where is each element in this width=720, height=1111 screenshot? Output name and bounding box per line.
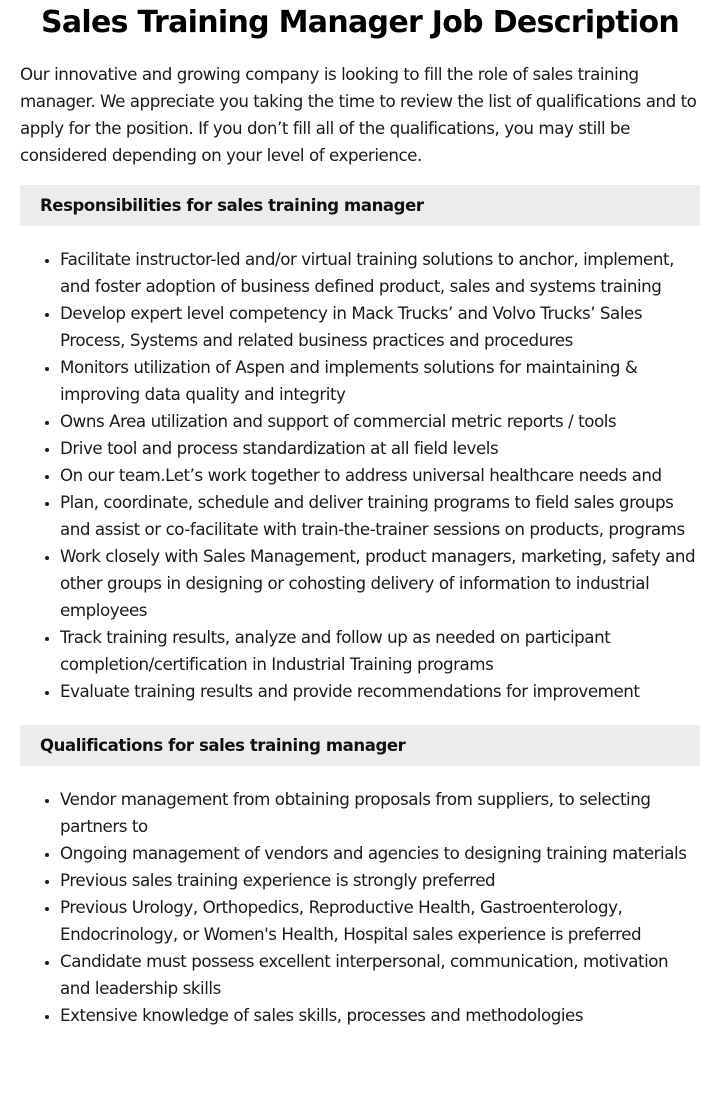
page-title: Sales Training Manager Job Description xyxy=(40,5,680,40)
list-item: • Candidate must possess excellent interpersonal, communication, motivation and leadership skills xyxy=(60,948,700,1002)
list-item: • Drive tool and process standardization at all field levels xyxy=(60,435,700,462)
qualifications-list xyxy=(20,786,700,1029)
list-item: • Evaluate training results and provide recommendations for improvement xyxy=(60,678,700,705)
list-item: • Extensive knowledge of sales skills, processes and methodologies xyxy=(60,1002,700,1029)
list-item: • Develop expert level competency in Mack Trucks’ and Volvo Trucks’ Sales Process, Systems and related business practices and procedures xyxy=(60,300,700,354)
list-item: • Monitors utilization of Aspen and implements solutions for maintaining & improving data quality and integrity xyxy=(60,354,700,408)
list-item: • Track training results, analyze and follow up as needed on participant completion/certification in Industrial Training programs xyxy=(60,624,700,678)
list-item: • Previous sales training experience is strongly preferred xyxy=(60,867,700,894)
list-item: • On our team.Let’s work together to address universal healthcare needs and xyxy=(60,462,700,489)
list-item: • Plan, coordinate, schedule and deliver training programs to field sales groups and assist or co-facilitate with train-the-trainer sessions on products, programs xyxy=(60,489,700,543)
intro-paragraph: Our innovative and growing company is looking to fill the role of sales training manager. We appreciate you taking the time to review the list of qualifications and to apply for the position. If you don’t fill all of the qualifications, you may still be considered depending on your level of experience. xyxy=(20,64,697,165)
responsibilities-list xyxy=(20,246,700,705)
list-item: • Owns Area utilization and support of commercial metric reports / tools xyxy=(60,408,700,435)
qualifications-heading: Qualifications for sales training manager xyxy=(20,725,700,766)
list-item: • Ongoing management of vendors and agencies to designing training materials xyxy=(60,840,700,867)
list-item: • Work closely with Sales Management, product managers, marketing, safety and other groups in designing or cohosting delivery of information to industrial employees xyxy=(60,543,700,624)
list-item: • Facilitate instructor-led and/or virtual training solutions to anchor, implement, and foster adoption of business defined product, sales and systems training xyxy=(60,246,700,300)
list-item: • Vendor management from obtaining proposals from suppliers, to selecting partners to xyxy=(60,786,700,840)
list-item: • Previous Urology, Orthopedics, Reproductive Health, Gastroenterology, Endocrinology, or Women's Health, Hospital sales experience is preferred xyxy=(60,894,700,948)
responsibilities-heading: Responsibilities for sales training manager xyxy=(20,185,700,226)
